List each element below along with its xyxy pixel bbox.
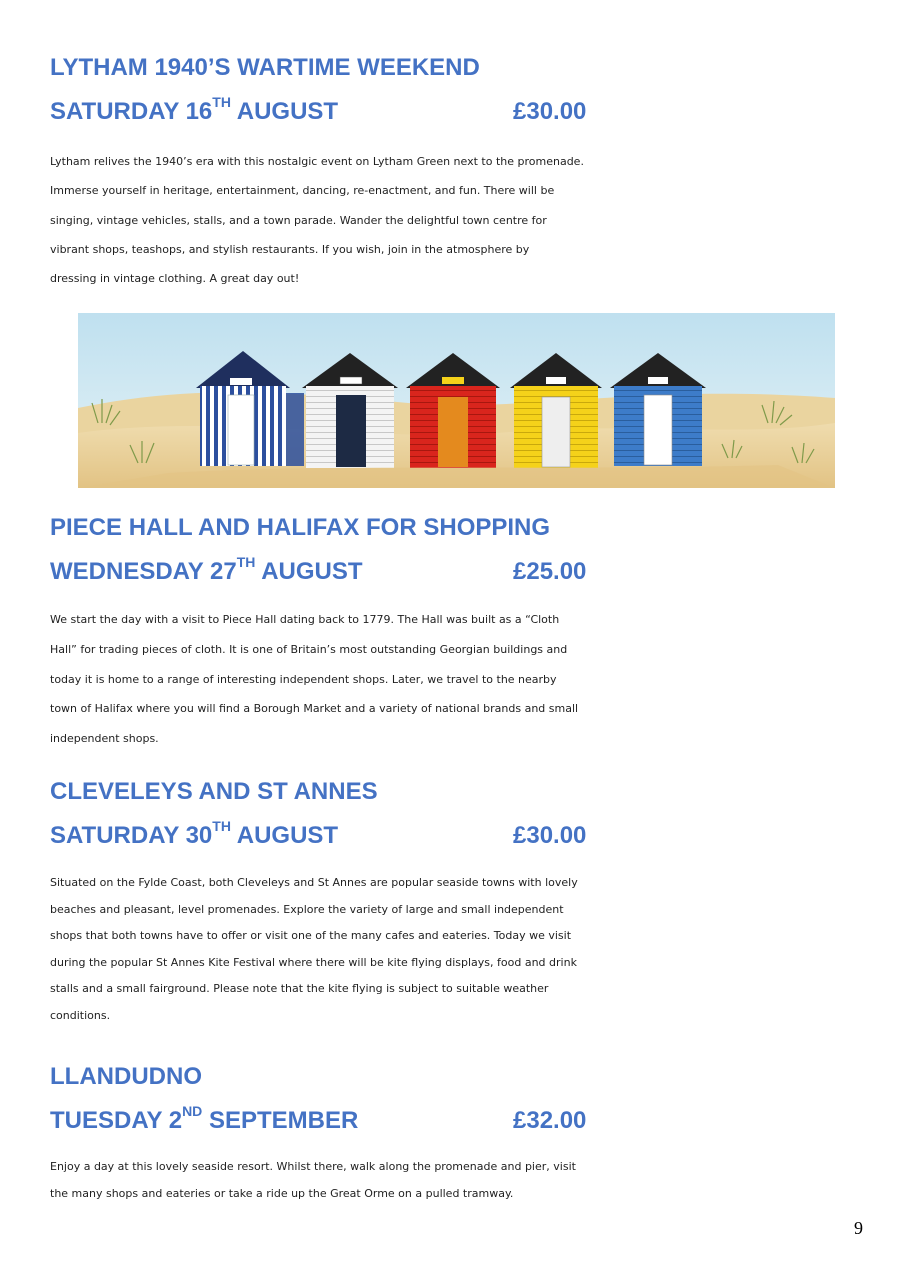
description-line: the many shops and eateries or take a ride up the Great Orme on a pulled tramway. xyxy=(50,1187,514,1200)
date-ordinal: TH xyxy=(212,818,231,834)
description-line: today it is home to a range of interesting independent shops. Later, we travel to the nearby xyxy=(50,672,557,686)
description-line: beaches and pleasant, level promenades. Explore the variety of large and small independent xyxy=(50,902,564,916)
description-line: singing, vintage vehicles, stalls, and a town parade. Wander the delightful town centre for xyxy=(50,213,547,227)
section-title: LYTHAM 1940’S WARTIME WEEKEND xyxy=(50,54,480,81)
section-price: £32.00 xyxy=(513,1107,587,1134)
section-price: £30.00 xyxy=(513,98,587,125)
date-day: SATURDAY 30 xyxy=(50,822,213,849)
description-line: town of Halifax where you will find a Borough Market and a variety of national brands and small xyxy=(50,702,579,716)
description-line: vibrant shops, teashops, and stylish restaurants. If you wish, join in the atmosphere by xyxy=(50,242,530,256)
section-description xyxy=(50,870,880,1030)
section-price: £25.00 xyxy=(513,558,587,585)
section-date xyxy=(50,554,363,586)
date-day: TUESDAY 2 xyxy=(50,1107,183,1134)
description-line: conditions. xyxy=(50,1008,111,1022)
date-day: WEDNESDAY 27 xyxy=(50,558,237,585)
section-date xyxy=(50,1103,359,1135)
date-month: AUGUST xyxy=(236,98,339,125)
section-description xyxy=(50,605,880,754)
description-line: Hall” for trading pieces of cloth. It is one of Britain’s most outstanding Georgian buildings and xyxy=(50,642,568,656)
beach-huts-illustration xyxy=(78,313,835,488)
date-month: AUGUST xyxy=(261,558,363,585)
section-description xyxy=(50,1153,880,1207)
date-month: SEPTEMBER xyxy=(208,1107,359,1134)
description-line: during the popular St Annes Kite Festival where there will be kite flying displays, food and drink xyxy=(50,955,577,969)
description-line: dressing in vintage clothing. A great day out! xyxy=(50,272,300,286)
date-month: AUGUST xyxy=(236,822,339,849)
description-line: Situated on the Fylde Coast, both Cleveleys and St Annes are popular seaside towns with lovely xyxy=(50,876,578,889)
section-description xyxy=(50,147,880,293)
description-line: shops that both towns have to offer or visit one of the many cafes and eateries. Today we visit xyxy=(50,929,572,943)
section-date xyxy=(50,818,339,850)
description-line: Enjoy a day at this lovely seaside resort. Whilst there, walk along the promenade and pier, visit xyxy=(50,1160,576,1173)
date-ordinal: TH xyxy=(236,554,256,570)
description-line: stalls and a small fairground. Please note that the kite flying is subject to suitable weather xyxy=(50,982,549,996)
section-title: CLEVELEYS AND ST ANNES xyxy=(50,778,378,805)
page-number: 9 xyxy=(854,1218,863,1238)
section-title: PIECE HALL AND HALIFAX FOR SHOPPING xyxy=(50,514,551,541)
description-line: independent shops. xyxy=(50,732,159,746)
date-day: SATURDAY 16 xyxy=(50,98,213,125)
section-price: £30.00 xyxy=(513,822,587,849)
date-ordinal: ND xyxy=(182,1103,203,1119)
section-date xyxy=(50,94,339,126)
description-line: We start the day with a visit to Piece Hall dating back to 1779. The Hall was built as a “Cloth xyxy=(50,613,560,626)
section-title: LLANDUDNO xyxy=(50,1063,202,1090)
date-ordinal: TH xyxy=(212,94,231,110)
description-line: Immerse yourself in heritage, entertainment, dancing, re-enactment, and fun. There will be xyxy=(50,184,555,198)
description-line: Lytham relives the 1940’s era with this nostalgic event on Lytham Green next to the promenade. xyxy=(50,155,584,168)
